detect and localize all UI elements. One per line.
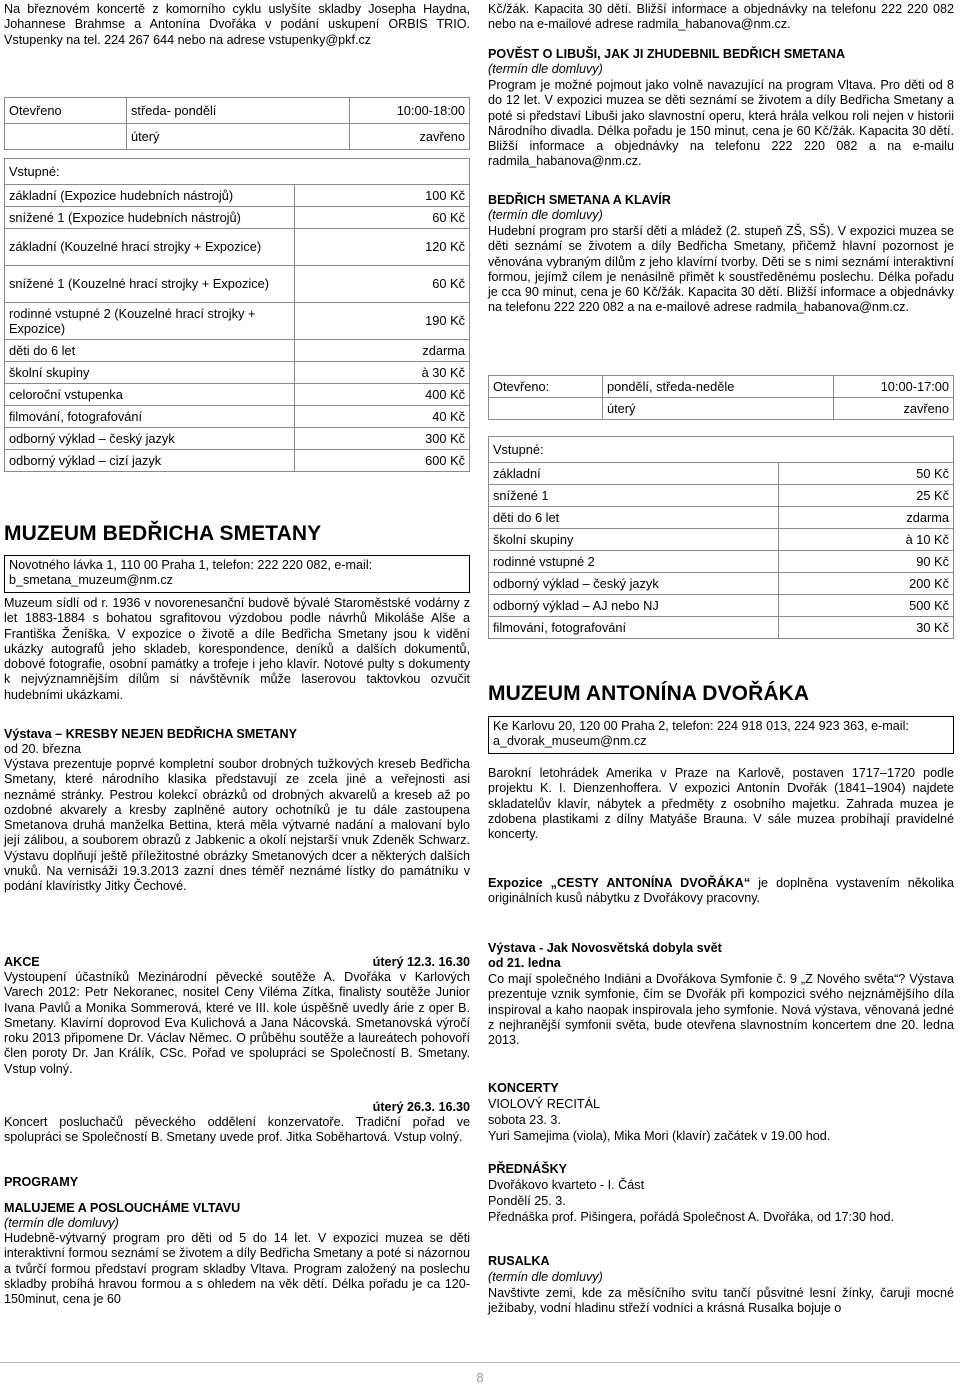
price-value: à 30 Kč: [295, 362, 470, 384]
price-label: snížené 1: [489, 485, 779, 507]
price-value: 600 Kč: [295, 450, 470, 472]
price-label: základní: [489, 463, 779, 485]
akce-1-date: úterý 12.3. 16.30: [372, 955, 470, 969]
hours-label: Otevřeno:: [489, 376, 603, 398]
programy-label: PROGRAMY: [4, 1175, 79, 1189]
akce-label: AKCE: [4, 955, 40, 969]
price-value: 200 Kč: [779, 573, 954, 595]
price-value: 30 Kč: [779, 617, 954, 639]
hours-time-2: zavřeno: [350, 124, 470, 150]
price-label: snížené 1 (Kouzelné hrací strojky + Expozice): [5, 266, 295, 303]
price-label: celoroční vstupenka: [5, 384, 295, 406]
price-value: 60 Kč: [295, 207, 470, 229]
hours-days-1: pondělí, středa-neděle: [603, 376, 834, 398]
price-label: odborný výklad – cizí jazyk: [5, 450, 295, 472]
price-header: Vstupné:: [5, 159, 470, 185]
price-label: základní (Kouzelné hrací strojky + Expozice): [5, 229, 295, 266]
koncerty-line-2: sobota 23. 3.: [488, 1113, 561, 1127]
price-label: děti do 6 let: [489, 507, 779, 529]
rusalka-note: (termín dle domluvy): [488, 1270, 603, 1284]
program-libuse-note: (termín dle domluvy): [488, 62, 603, 76]
smetana-address: Novotného lávka 1, 110 00 Praha 1, telefon: 222 220 082, e-mail: b_smetana_muzeum@nm.cz: [9, 558, 373, 588]
price-label: odborný výklad – český jazyk: [5, 428, 295, 450]
price-value: 60 Kč: [295, 266, 470, 303]
price-label: odborný výklad – AJ nebo NJ: [489, 595, 779, 617]
koncerty-label: KONCERTY: [488, 1081, 559, 1095]
program-libuse-title: POVĚST O LIBUŠI, JAK JI ZHUDEBNIL BEDŘICH SMETANA: [488, 47, 846, 61]
program-klavir-note: (termín dle domluvy): [488, 208, 603, 222]
price-label: rodinné vstupné 2 (Kouzelné hrací strojky + Expozice): [5, 303, 295, 340]
smetana-opening-hours: [4, 97, 470, 150]
price-value: zdarma: [295, 340, 470, 362]
dvorak-expo-title: Expozice „CESTY ANTONÍNA DVOŘÁKA“: [488, 876, 751, 890]
dvorak-opening-hours: [488, 375, 954, 420]
price-label: školní skupiny: [489, 529, 779, 551]
dvorak-expo-text: je doplněna vystavením několika originálních kusů nábytku z Dvořákovy pracovny.: [488, 876, 954, 906]
akce-1-text: Vystoupení účastníků Mezinárodní pěvecké soutěže A. Dvořáka v Karlových Varech 2012: Petr Nekoranec, nositel Ceny Viléma Zítka, finalisty soutěže Junior Ivana Pavlů a Monika Sommerová, které ve III. kole úspěšně uvedly árie z oper B. Smetany. Klavírní doprovod Eva Kulichová a Jana Nácovská. Smetanovská výročí roku 2013 připomene Dr. Václav Němec. O průběhu soutěže a laureátech pohovoří člen poroty Dr. Jan Králík, CSc. Pořad ve spolupráci se Společností B. Smetany. Vstup volný.: [4, 970, 470, 1076]
price-value: 90 Kč: [779, 551, 954, 573]
dvorak-description: Barokní letohrádek Amerika v Praze na Karlově, postaven 1717–1720 podle projektu K. I. Dienzenhoffera. V expozici Antonín Dvořák (1841–1904) najdete skladatelův klavír, nábytek a předměty z osobního majetku. Zahrada muzea je zdobena plastikami z dílny Matyáše Brauna. V sále muzea probíhají pravidelné koncerty.: [488, 766, 954, 842]
price-value: 500 Kč: [779, 595, 954, 617]
hours-time-1: 10:00-17:00: [834, 376, 954, 398]
dvorak-expo-paragraph: [488, 876, 954, 907]
price-value: 300 Kč: [295, 428, 470, 450]
price-label: snížené 1 (Expozice hudebních nástrojů): [5, 207, 295, 229]
price-label: filmování, fotografování: [5, 406, 295, 428]
hours-label: Otevřeno: [5, 98, 127, 124]
prednasky-line-1: Dvořákovo kvarteto - I. Část: [488, 1178, 645, 1192]
price-value: 120 Kč: [295, 229, 470, 266]
price-label: školní skupiny: [5, 362, 295, 384]
rusalka-label: RUSALKA: [488, 1254, 550, 1268]
price-value: zdarma: [779, 507, 954, 529]
prednasky-line-3: Přednáška prof. Pišingera, pořádá Společnost A. Dvořáka, od 17:30 hod.: [488, 1210, 895, 1224]
dvorak-price-table: [488, 436, 954, 639]
price-value: 25 Kč: [779, 485, 954, 507]
price-value: à 10 Kč: [779, 529, 954, 551]
program-vltava-title: MALUJEME A POSLOUCHÁME VLTAVU: [4, 1201, 241, 1215]
rusalka-text: Navštivte zemi, kde za měsíčního svitu tančí půsvitné lesní žínky, čaruji mocné ježibaby, vodní hladinu střeží vodníci a krásná Rusalka bojuje o: [488, 1286, 954, 1316]
smetana-address-box: [4, 555, 470, 593]
prednasky-label: PŘEDNÁŠKY: [488, 1162, 568, 1176]
price-value: 100 Kč: [295, 185, 470, 207]
hours-days-2: úterý: [127, 124, 350, 150]
smetana-exhibit-text: Výstava prezentuje poprvé kompletní soubor drobných tužkových kreseb Bedřicha Smetany, které národního klasika představují ze zcela jiné a veřejnosti asi neznámé stránky. Pestrou kolekcí obrázků od drobných akvarelů a kreseb až po ozdobné akvarely a kresby zaplněné autory ochotníků je tu dále zastoupena Smetanova druhá manželka Bettina, která měla výtvarné nadání a malovaní bylo její zálibou, a souborem obrazů z Jabkenic a okolí nejstarší vnuk Zdeněk Schwarz. Výstavu doplňují ještě příležitostné obrázky Smetanových dcer a některých dalších vnuků. Na vernisáži 19.3.2013 zazní dnes téměř neznámé lístky do památníku v podání klavíristky Jitky Čechové.: [4, 757, 470, 894]
program-vltava-text: Hudebně-výtvarný program pro děti od 5 do 14 let. V expozici muzea se děti interaktivní formou seznámí se životem a díly Bedřicha Smetany a poté si názornou a tvůrčí formou představí program skladby Vltava. Program založený na poslechu skladby probíhá hravou formou a s ohledem na věk dětí. Délka pořadu je ca 120-150minut, cena je 60: [4, 1231, 470, 1307]
smetana-museum-title: MUZEUM BEDŘICHA SMETANY: [4, 522, 322, 545]
smetana-exhibit-date: od 20. března: [4, 742, 82, 756]
dvorak-address: Ke Karlovu 20, 120 00 Praha 2, telefon: 224 918 013, 224 923 363, e-mail: a_dvorak_museum@nm.cz: [493, 719, 909, 749]
price-value: 40 Kč: [295, 406, 470, 428]
price-value: 50 Kč: [779, 463, 954, 485]
koncerty-line-3: Yuri Samejima (viola), Mika Mori (klavír) začátek v 19.00 hod.: [488, 1129, 831, 1143]
smetana-price-table: [4, 158, 470, 472]
akce-heading-row: [4, 955, 470, 970]
price-label: děti do 6 let: [5, 340, 295, 362]
dvorak-exhibit-title: Výstava - Jak Novosvětská dobyla svět: [488, 941, 722, 955]
price-label: odborný výklad – český jazyk: [489, 573, 779, 595]
dvorak-exhibit-text: Co mají společného Indiáni a Dvořákova Symfonie č. 9 „Z Nového světa“? Výstava prezentuje vznik symfonie, čím se Dvořák při kompozici svého nejznámějšího díla inspiroval a kaho naopak inspirovala jeho symfonie. Nová výstava, věnovaná jedné z nejhranější symfonii světa, bude otevřena slavnostním koncertem dne 20. ledna 2013.: [488, 972, 954, 1048]
program-libuse-text: Program je možné pojmout jako volně navazující na program Vltava. Pro děti od 8 do 12 let. V expozici muzea se děti seznámí se životem a díly Bedřicha Smetany a poté si představí Libuši jako slavnostní operu, která hrála velkou roli nejen v historii Národního divadla. Délka pořadu je 150 minut, cena je 60 Kč/žák. Kapacita 30 dětí. Bližší informace a objednávky na telefonu 222 220 082 a na e-mailu radmila_habanova@nm.cz.: [488, 78, 954, 169]
footer-rule: [0, 1362, 960, 1363]
program-vltava-note: (termín dle domluvy): [4, 1216, 119, 1230]
price-header: Vstupné:: [489, 437, 954, 463]
price-value: 400 Kč: [295, 384, 470, 406]
dvorak-museum-title: MUZEUM ANTONÍNA DVOŘÁKA: [488, 682, 810, 705]
koncerty-line-1: VIOLOVÝ RECITÁL: [488, 1097, 600, 1111]
prednasky-line-2: Pondělí 25. 3.: [488, 1194, 566, 1208]
hours-days-2: úterý: [603, 398, 834, 420]
price-label: filmování, fotografování: [489, 617, 779, 639]
hours-time-1: 10:00-18:00: [350, 98, 470, 124]
dvorak-exhibit-date: od 21. ledna: [488, 956, 561, 970]
akce-2-date: úterý 26.3. 16.30: [372, 1100, 470, 1114]
price-value: 190 Kč: [295, 303, 470, 340]
smetana-description: Muzeum sídlí od r. 1936 v novorenesanční budově bývalé Staroměstské vodárny z let 1883-1884 s bohatou sgrafitovou výzdobou podle návrhů Mikoláše Alše a Františka Ženíška. V expozice o životě a díle Bedřicha Smetany jsou k vidění ukázky autografů jeho skladeb, korespondence, deníků a dalších dokumentů, dobové fotografie, osobní památky a trofeje i jeho klavír. Notové pulty s dokumenty k nejvýznamnějším dílům si návštěvník může laserovou taktovkou ozvučit hudebními ukázkami.: [4, 596, 470, 702]
price-label: základní (Expozice hudebních nástrojů): [5, 185, 295, 207]
hours-time-2: zavřeno: [834, 398, 954, 420]
hours-days-1: středa- pondělí: [127, 98, 350, 124]
smetana-exhibit-title: Výstava – KRESBY NEJEN BEDŘICHA SMETANY: [4, 727, 298, 741]
intro-text: Na březnovém koncertě z komorního cyklu uslyšíte skladby Josepha Haydna, Johannese Brahmse a Antonína Dvořáka v podání uskupení ORBIS TRIO. Vstupenky na tel. 224 267 644 nebo na adrese vstupenky@pkf.cz: [4, 2, 470, 47]
program-klavir-title: BEDŘICH SMETANA A KLAVÍR: [488, 193, 671, 207]
akce-2-text: Koncert posluchačů pěveckého oddělení konzervatoře. Tradiční pořad ve spolupráci se Společností B. Smetany uvede prof. Jitka Soběhartová. Vstup volný.: [4, 1115, 470, 1145]
program-klavir-text: Hudební program pro starší děti a mládež (2. stupeň ZŠ, SŠ). V expozici muzea se děti seznámí se životem a díly Bedřicha Smetany, přičemž hlavní pozornost je věnována vybraným dílům z jeho klavírní tvorby. Děti se s nimi seznámí interaktivní formou, jejímž cílem je nenásilně přimět k soustředěnému poslechu. Délka pořadu je cca 90 minut, cena je 60 Kč/žák. Kapacita 30 dětí. Bližší informace a objednávky na telefonu 222 220 082 a na e-mailové adrese radmila_habanova@nm.cz.: [488, 224, 954, 315]
dvorak-address-box: [488, 716, 954, 754]
price-label: rodinné vstupné 2: [489, 551, 779, 573]
continued-text: Kč/žák. Kapacita 30 dětí. Bližší informace a objednávky na telefonu 222 220 082 nebo na e-mailové adrese radmila_habanova@nm.cz.: [488, 2, 954, 32]
page-number: 8: [476, 1370, 484, 1385]
